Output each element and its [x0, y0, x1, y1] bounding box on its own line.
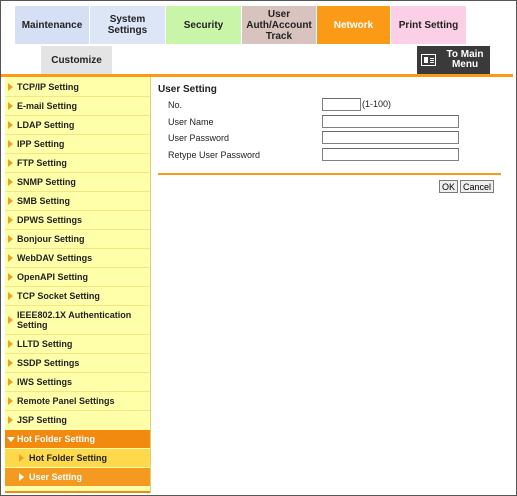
sidebar-nav	[5, 77, 151, 493]
tab-user-auth-account-track[interactable]: User Auth/Account Track	[242, 6, 317, 44]
cancel-button[interactable]: Cancel	[460, 180, 494, 193]
sidebar-item-smb[interactable]: SMB Setting	[5, 191, 150, 210]
sidebar-item-jsp[interactable]: JSP Setting	[5, 410, 150, 429]
username-field[interactable]	[322, 115, 459, 128]
sidebar-item-ieee8021x[interactable]: IEEE802.1X Authentication Setting	[5, 305, 150, 334]
no-field[interactable]	[322, 98, 361, 111]
tab-print-setting[interactable]: Print Setting	[391, 6, 467, 44]
tab-maintenance[interactable]: Maintenance	[15, 6, 90, 44]
sidebar-item-remote-panel[interactable]: Remote Panel Settings	[5, 391, 150, 410]
sidebar-item-iws[interactable]: IWS Settings	[5, 372, 150, 391]
password-label: User Password	[168, 133, 230, 143]
retype-password-label: Retype User Password	[168, 150, 261, 160]
page-title: User Setting	[158, 84, 217, 95]
sidebar-item-lltd[interactable]: LLTD Setting	[5, 334, 150, 353]
retype-password-field[interactable]	[322, 148, 459, 161]
to-main-menu-button[interactable]	[417, 46, 490, 74]
main-menu-icon	[421, 54, 436, 66]
sidebar-item-ftp[interactable]: FTP Setting	[5, 153, 150, 172]
password-field[interactable]	[322, 131, 459, 144]
tab-system-settings[interactable]: System Settings	[90, 6, 166, 44]
sidebar-item-dpws[interactable]: DPWS Settings	[5, 210, 150, 229]
sidebar-item-ldap[interactable]: LDAP Setting	[5, 115, 150, 134]
form-divider	[158, 173, 501, 175]
tab-network[interactable]: Network	[317, 6, 391, 44]
sidebar-item-tcp-socket[interactable]: TCP Socket Setting	[5, 286, 150, 305]
sidebar-subitem-user-setting[interactable]: User Setting	[5, 468, 150, 486]
main-menu-label: To Main Menu	[446, 49, 484, 70]
sidebar-item-hot-folder[interactable]: Hot Folder Setting	[5, 430, 150, 448]
ok-button[interactable]: OK	[439, 180, 458, 193]
sidebar-item-ssdp[interactable]: SSDP Settings	[5, 353, 150, 372]
sidebar-item-snmp[interactable]: SNMP Setting	[5, 172, 150, 191]
top-tab-bar	[15, 6, 467, 44]
sidebar-subitem-hot-folder-setting[interactable]: Hot Folder Setting	[5, 449, 150, 467]
sidebar-item-openapi[interactable]: OpenAPI Setting	[5, 267, 150, 286]
sidebar-item-webdav[interactable]: WebDAV Settings	[5, 248, 150, 267]
sidebar-item-bonjour[interactable]: Bonjour Setting	[5, 229, 150, 248]
username-label: User Name	[168, 117, 214, 127]
sidebar-item-email[interactable]: E-mail Setting	[5, 96, 150, 115]
no-range-hint: (1-100)	[362, 99, 392, 109]
no-label: No.	[168, 100, 183, 110]
sidebar-bottom-divider	[5, 491, 150, 493]
tab-customize[interactable]: Customize	[41, 46, 112, 74]
sidebar-item-ipp[interactable]: IPP Setting	[5, 134, 150, 153]
tab-security[interactable]: Security	[166, 6, 242, 44]
sidebar-item-tcpip[interactable]: TCP/IP Setting	[5, 77, 150, 96]
